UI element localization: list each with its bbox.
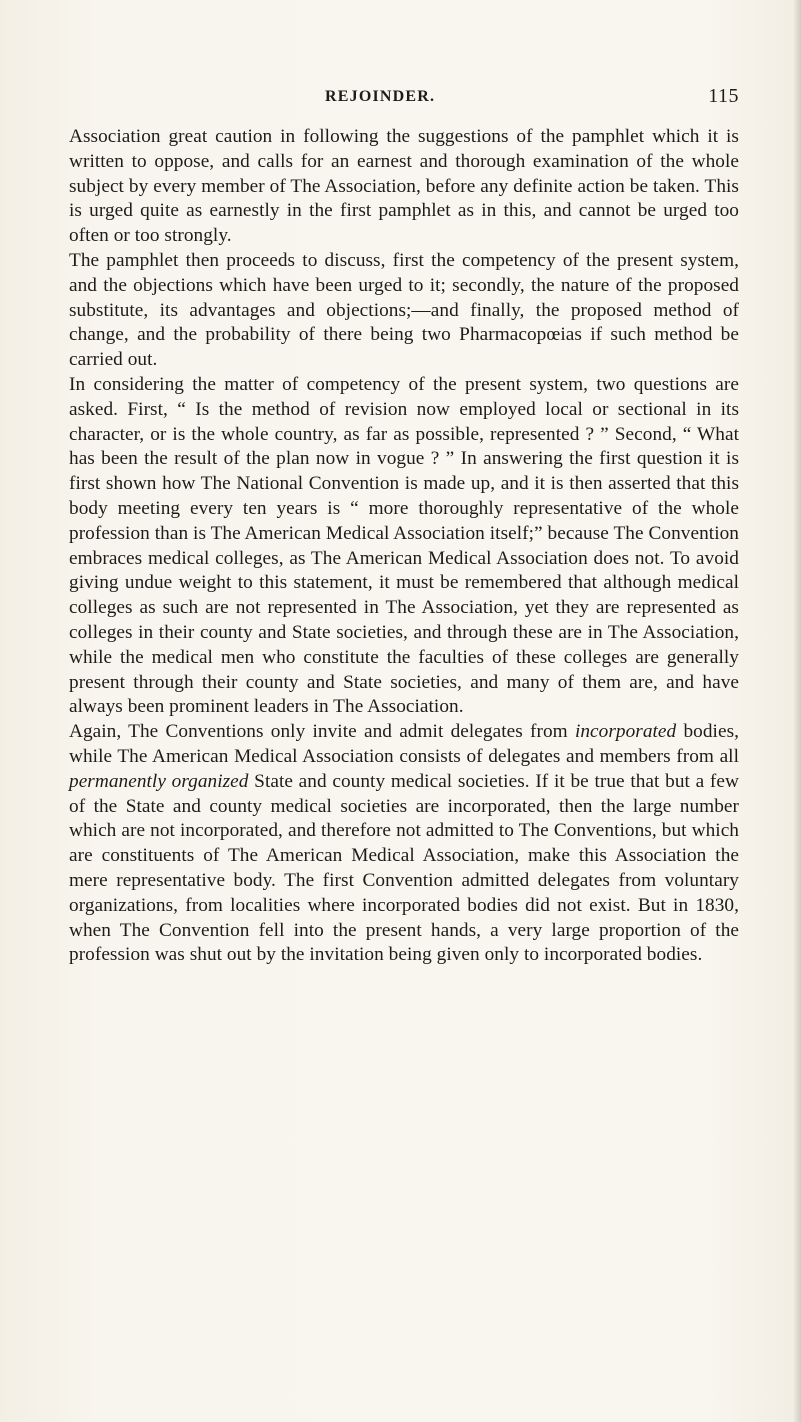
paragraph-3: In considering the matter of competency of the present system, two questions are asked. First, “ Is the method of revision now employed local or sectional in its character, or is the whole country, as far as possible, represented ? ” Second, “ What has been the result of the plan now in vogue ? ” In answering the first question it is first shown how The National Convention is made up, and it is then asserted that this body meeting every ten years is “ more thoroughly representative of the whole profession than is The American Medical Association itself;” because The Convention embraces medical colleges, as The American Medical Association does not. To avoid giving undue weight to this statement, it must be remembered that although medical colleges as such are not represented in The Association, yet they are represented as colleges in their county and State societies, and through these are in The Association, while the medical men who constitute the faculties of these colleges are generally present through their county and State societies, and many of them are, and have always been prominent leaders in The Association. — [69, 373, 739, 718]
document-body — [69, 125, 739, 968]
emphasis-permanently-organized: permanently organized — [69, 770, 249, 792]
paragraph-4-end: State and county medical societies. If it be true that but a few of the State and county medical societies are incorporated, then the large number which are not incorporated, and therefore not admitted to The Conventions, but which are constituents of The American Medical Association, make this Association the mere representative body. The first Convention admitted delegates from voluntary organizations, from localities where incorporated bodies did not exist. But in 1830, when The Convention fell into the present hands, a very large proportion of the profession was shut out by the invitation being given only to incorporated bodies. — [69, 770, 739, 966]
paragraph-4 — [69, 720, 739, 968]
paragraph-2: The pamphlet then proceeds to discuss, first the competency of the present system, and the objections which have been urged to it; secondly, the nature of the proposed substitute, its advantages and objections;—and finally, the proposed method of change, and the probability of there being two Pharmacopœias if such method be carried out. — [69, 249, 739, 371]
paragraph-1: Association great caution in following the suggestions of the pamphlet which it is written to oppose, and calls for an earnest and thorough examination of the whole subject by every member of The Association, before any definite action be taken. This is urged quite as earnestly in the first pamphlet as in this, and cannot be urged too often or too strongly. — [69, 126, 739, 247]
running-head: REJOINDER. — [325, 88, 436, 105]
paragraph-4-middle: bodies, while The American Medical Association consists of delegates and members from all — [69, 721, 739, 767]
paragraph-4-start: Again, The Conventions only invite and admit delegates from — [69, 721, 575, 743]
page-header — [70, 85, 739, 112]
page-number: 115 — [708, 85, 739, 107]
page-edge-shadow — [793, 0, 801, 1422]
emphasis-incorporated: incorporated — [574, 721, 677, 743]
